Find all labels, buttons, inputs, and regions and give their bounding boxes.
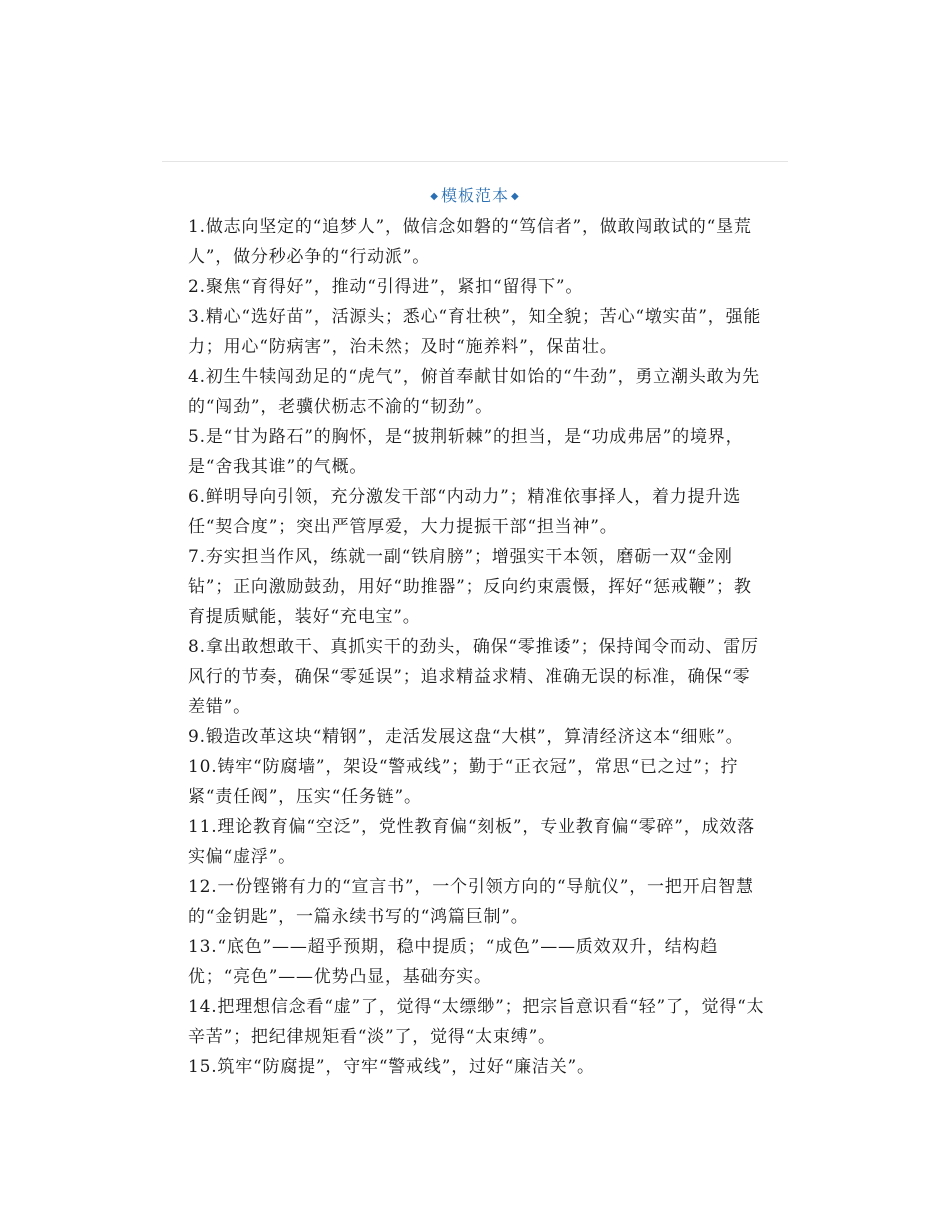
document-body	[188, 212, 766, 1082]
list-item: 13.“底色”——超乎预期，稳中提质；“成色”——质效双升，结构趋优；“亮色”——优势凸显，基础夯实。	[188, 937, 719, 987]
list-item: 7.夯实担当作风，练就一副“铁肩膀”；增强实干本领，磨砺一双“金刚钻”；正向激励鼓劲，用好“助推器”；反向约束震慑，挥好“惩戒鞭”；教育提质赋能，装好“充电宝”。	[188, 547, 752, 627]
diamond-icon: ◆	[511, 191, 520, 202]
list-item: 6.鲜明导向引领，充分激发干部“内动力”；精准依事择人，着力提升选任“契合度”；突出严管厚爱，大力提振干部“担当神”。	[188, 487, 741, 537]
diamond-icon: ◆	[430, 191, 439, 202]
list-item: 9.锻造改革这块“精钢”，走活发展这盘“大棋”，算清经济这本“细账”。	[188, 727, 744, 747]
list-item: 3.精心“选好苗”，活源头；悉心“育壮秧”，知全貌；苦心“墩实苗”，强能力；用心“防病害”，治未然；及时“施养料”，保苗壮。	[188, 307, 762, 357]
document-title	[0, 184, 950, 209]
header-divider	[162, 161, 788, 162]
list-item: 5.是“甘为路石”的胸怀，是“披荆斩棘”的担当，是“功成弗居”的境界，是“舍我其谁”的气概。	[188, 427, 744, 477]
list-item: 12.一份铿锵有力的“宣言书”，一个引领方向的“导航仪”，一把开启智慧的“金钥匙”，一篇永续书写的“鸿篇巨制”。	[188, 877, 754, 927]
list-item: 11.理论教育偏“空泛”，党性教育偏“刻板”，专业教育偏“零碎”，成效落实偏“虚浮”。	[188, 817, 755, 867]
list-item: 4.初生牛犊闯劲足的“虎气”，俯首奉献甘如饴的“牛劲”，勇立潮头敢为先的“闯劲”，老骥伏枥志不渝的“韧劲”。	[188, 367, 760, 417]
document-title-text: 模板范本	[440, 186, 509, 205]
list-item: 14.把理想信念看“虚”了，觉得“太缥缈”；把宗旨意识看“轻”了，觉得“太辛苦”；把纪律规矩看“淡”了，觉得“太束缚”。	[188, 997, 765, 1047]
list-item: 10.铸牢“防腐墙”，架设“警戒线”；勤于“正衣冠”，常思“已之过”；拧紧“责任阀”，压实“任务链”。	[188, 757, 739, 807]
list-item: 1.做志向坚定的“追梦人”，做信念如磐的“笃信者”，做敢闯敢试的“垦荒人”，做分秒必争的“行动派”。	[188, 217, 752, 267]
list-item: 15.筑牢“防腐提”，守牢“警戒线”，过好“廉洁关”。	[188, 1057, 595, 1077]
list-item: 8.拿出敢想敢干、真抓实干的劲头，确保“零推诿”；保持闻令而动、雷厉风行的节奏，确保“零延误”；追求精益求精、准确无误的标准，确保“零差错”。	[188, 637, 759, 717]
list-item: 2.聚焦“育得好”，推动“引得进”，紧扣“留得下”。	[188, 277, 584, 297]
